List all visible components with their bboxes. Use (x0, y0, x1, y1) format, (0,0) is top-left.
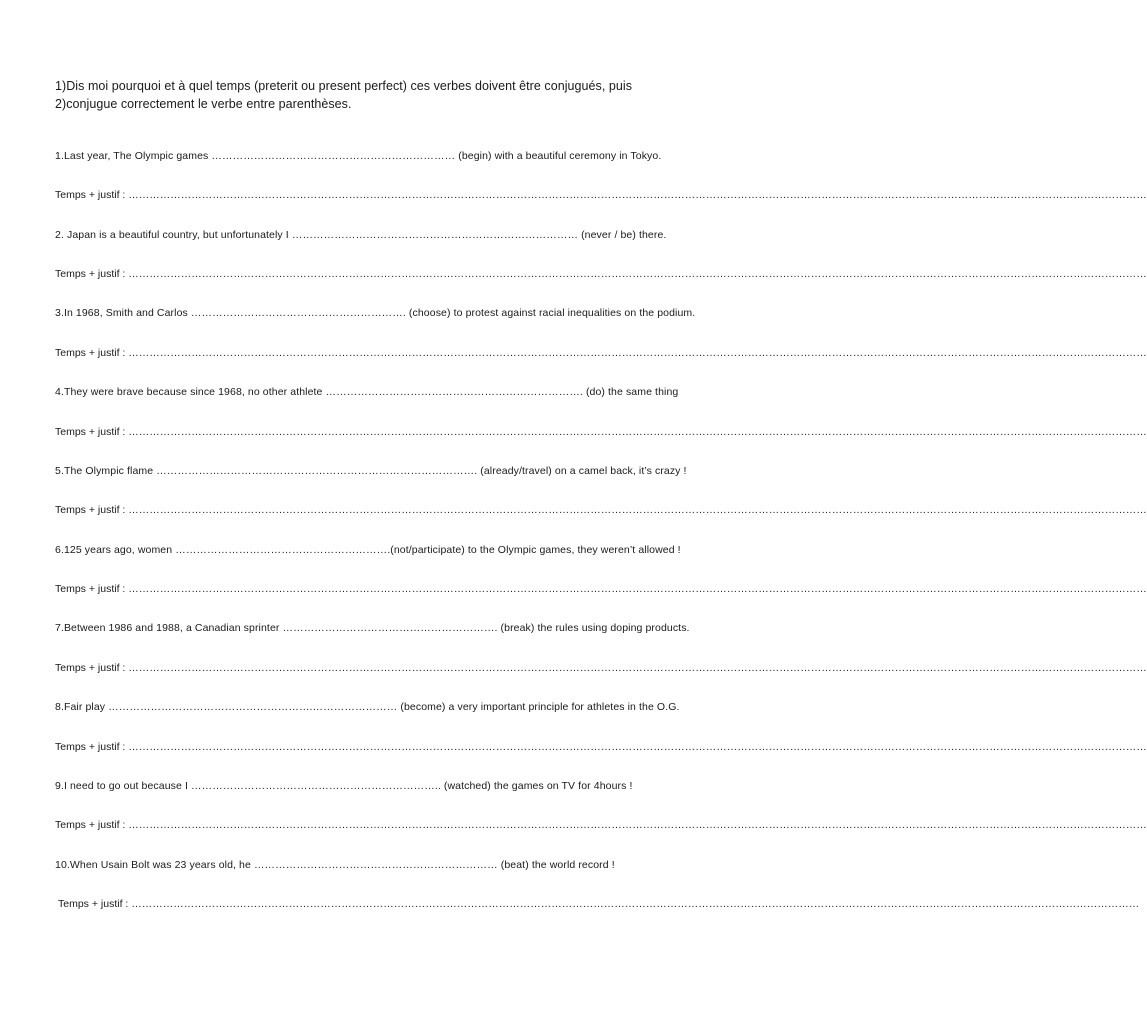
verb-hint: (do) the same thing (582, 386, 679, 398)
answer-dots: ………………………………………………………………………………………………………………………………………………………………………………………………………………………………………………………………… (128, 583, 1147, 595)
answer-dots: ………………………………………………………………………………………………………………………………………………………………………………………………………………………………………………………………… (128, 347, 1147, 359)
answer-line-7 (55, 661, 1147, 675)
answer-dots: ………………………………………………………………………………………………………………………………………………………………………………………………………………………………………………………………… (128, 426, 1147, 438)
answer-line-4 (55, 425, 1147, 439)
question-text: 3.In 1968, Smith and Carlos (55, 307, 191, 319)
answer-label: Temps + justif : (55, 347, 129, 359)
answer-label: Temps + justif : (55, 662, 129, 674)
answer-line-5 (55, 503, 1147, 517)
answer-label: Temps + justif : (58, 898, 132, 910)
answer-blank: …………………………………………………………….. (191, 780, 441, 792)
question-5 (55, 464, 687, 478)
answer-line-2 (55, 267, 1147, 281)
answer-label: Temps + justif : (55, 504, 129, 516)
question-text: 6.125 years ago, women (55, 544, 176, 556)
question-2 (55, 228, 666, 242)
answer-dots: ………………………………………………………………………………………………………………………………………………………………………………………………………………………………………………………………… (128, 189, 1147, 201)
question-text: 2. Japan is a beautiful country, but unfortunately I (55, 229, 292, 241)
answer-dots: ………………………………………………………………………………………………………………………………………………………………………………………………………………………………………………………………… (128, 504, 1147, 516)
answer-line-8 (55, 740, 1147, 754)
verb-hint: (become) a very important principle for athletes in the O.G. (397, 701, 680, 713)
answer-label: Temps + justif : (55, 426, 129, 438)
verb-hint: (watched) the games on TV for 4hours ! (440, 780, 633, 792)
verb-hint: (choose) to protest against racial inequalities on the podium. (405, 307, 696, 319)
answer-line-3 (55, 346, 1147, 360)
question-text: 8.Fair play (55, 701, 109, 713)
question-1 (55, 149, 661, 163)
answer-blank: …………………………………………………………… (211, 150, 456, 162)
answer-dots: ………………………………………………………………………………………………………………………………………………………………………………………………………………………………………………………………… (128, 819, 1147, 831)
answer-line-9 (55, 818, 1147, 832)
question-text: 4.They were brave because since 1968, no other athlete (55, 386, 326, 398)
instructions-line-2: 2)conjugue correctement le verbe entre parenthèses. (55, 97, 352, 111)
answer-label: Temps + justif : (55, 583, 129, 595)
verb-hint: (beat) the world record ! (497, 859, 615, 871)
question-3 (55, 306, 695, 320)
question-text: 9.I need to go out because I (55, 780, 192, 792)
question-4 (55, 385, 678, 399)
answer-line-6 (55, 582, 1147, 596)
answer-dots: ………………………………………………………………………………………………………………………………………………………………………………………………………………………………………………………………… (128, 268, 1147, 280)
answer-dots: ………………………………………………………………………………………………………………………………………………………………………………………………………………………………………………………………… (128, 741, 1147, 753)
answer-label: Temps + justif : (55, 741, 129, 753)
answer-label: Temps + justif : (55, 268, 129, 280)
question-6 (55, 543, 681, 557)
verb-hint: (not/participate) to the Olympic games, they weren’t allowed ! (390, 544, 681, 556)
answer-blank: ……………………………………………………. (282, 622, 498, 634)
question-text: 10.When Usain Bolt was 23 years old, he (55, 859, 254, 871)
verb-hint: (begin) with a beautiful ceremony in Tokyo. (455, 150, 662, 162)
answer-line-10 (58, 897, 1140, 911)
answer-blank: ……………………………………………………………………… (291, 229, 579, 241)
answer-dots: ……………………………………………………………………………………………………………………………………………………………………………………………………………………………………………………………… (131, 898, 1140, 910)
answer-dots: ………………………………………………………………………………………………………………………………………………………………………………………………………………………………………………………………… (128, 662, 1147, 674)
verb-hint: (already/travel) on a camel back, it’s crazy ! (477, 465, 687, 477)
answer-blank: ………………………………………………………………………………. (156, 465, 478, 477)
question-7 (55, 621, 690, 635)
verb-hint: (break) the rules using doping products. (497, 622, 690, 634)
question-8 (55, 700, 680, 714)
answer-blank: …………………………………………………………… (253, 859, 498, 871)
question-text: 1.Last year, The Olympic games (55, 150, 212, 162)
answer-blank: ……………………………………………………. (175, 544, 391, 556)
question-text: 7.Between 1986 and 1988, a Canadian sprinter (55, 622, 283, 634)
answer-blank: ………………………………………………….…………………… (108, 701, 398, 713)
answer-line-1 (55, 188, 1147, 202)
instructions (55, 77, 745, 113)
answer-label: Temps + justif : (55, 819, 129, 831)
answer-blank: ………………………………………………………………. (325, 386, 583, 398)
verb-hint: (never / be) there. (578, 229, 667, 241)
question-10 (55, 858, 615, 872)
question-9 (55, 779, 633, 793)
answer-label: Temps + justif : (55, 189, 129, 201)
question-text: 5.The Olympic flame (55, 465, 157, 477)
answer-blank: ……………………………………………………. (190, 307, 406, 319)
instructions-line-1: 1)Dis moi pourquoi et à quel temps (preterit ou present perfect) ces verbes doivent être conjugués, puis (55, 79, 633, 93)
